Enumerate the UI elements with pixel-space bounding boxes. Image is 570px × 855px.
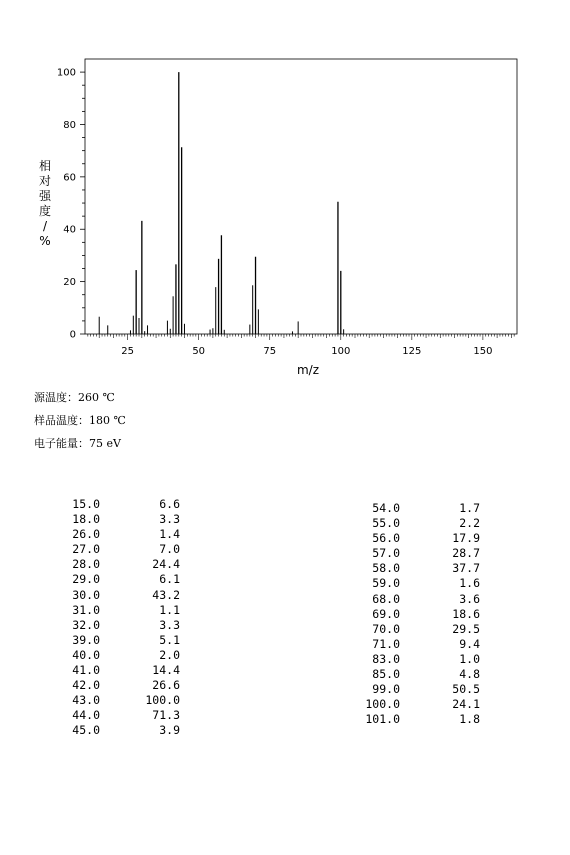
mz-value: 56.0: [372, 531, 400, 546]
mz-value: 68.0: [372, 591, 400, 606]
mz-value: 70.0: [372, 621, 400, 636]
mz-value: 45.0: [72, 723, 100, 738]
abundance-value: 24.4: [152, 557, 180, 572]
x-tick-label: 150: [473, 346, 493, 357]
mz-value: 39.0: [72, 632, 100, 647]
mz-value: 28.0: [72, 557, 100, 572]
mz-value: 85.0: [372, 667, 400, 682]
mz-value: 18.0: [72, 512, 100, 527]
abundance-value: 3.6: [459, 591, 480, 606]
mz-value: 99.0: [372, 682, 400, 697]
abundance-value: 1.4: [159, 527, 180, 542]
table-row: [50, 527, 180, 542]
abundance-value: 18.6: [452, 606, 480, 621]
mz-value: 54.0: [372, 501, 400, 515]
abundance-value: 71.3: [152, 708, 180, 723]
abundance-value: 3.3: [159, 617, 180, 632]
table-row: [350, 652, 480, 667]
table-row: [350, 622, 480, 637]
peak-table-left: [50, 497, 192, 739]
abundance-value: 37.7: [452, 561, 480, 576]
abundance-value: 100.0: [145, 693, 180, 708]
abundance-value: 2.0: [159, 647, 180, 662]
mz-value: 31.0: [72, 602, 100, 617]
mz-value: 40.0: [72, 647, 100, 662]
abundance-value: 50.5: [452, 682, 480, 697]
abundance-value: 6.1: [159, 572, 180, 587]
x-tick-label: 100: [331, 346, 351, 357]
y-tick-label: 60: [63, 172, 76, 184]
mz-value: 27.0: [72, 542, 100, 557]
x-tick-label: 25: [121, 346, 134, 357]
y-tick-label: 20: [63, 277, 76, 289]
abundance-value: 28.7: [452, 546, 480, 561]
table-row: [50, 588, 180, 603]
mz-value: 15.0: [72, 497, 100, 511]
abundance-value: 29.5: [452, 621, 480, 636]
mz-value: 55.0: [372, 516, 400, 531]
abundance-value: 4.8: [459, 667, 480, 682]
mz-value: 71.0: [372, 636, 400, 651]
mz-value: 42.0: [72, 678, 100, 693]
abundance-value: 1.1: [159, 602, 180, 617]
y-tick-label: 0: [69, 329, 76, 341]
abundance-value: 3.9: [159, 723, 180, 738]
table-row: [350, 637, 480, 652]
table-row: [350, 712, 480, 727]
table-row: [350, 682, 480, 697]
x-tick-label: 50: [192, 346, 206, 357]
table-row: [50, 648, 180, 663]
abundance-value: 3.3: [159, 512, 180, 527]
table-row: [50, 572, 180, 587]
mz-value: 69.0: [372, 606, 400, 621]
x-tick-label: 75: [263, 346, 277, 357]
mz-value: 100.0: [365, 697, 400, 712]
table-row: [50, 693, 180, 708]
table-row: [50, 603, 180, 618]
source-temperature: 源温度：260 ℃: [34, 391, 115, 404]
mz-value: 43.0: [72, 693, 100, 708]
mz-value: 29.0: [72, 572, 100, 587]
table-row: [350, 561, 480, 576]
mz-value: 83.0: [372, 651, 400, 666]
table-row: [50, 708, 180, 723]
mz-value: 32.0: [72, 617, 100, 632]
abundance-value: 2.2: [459, 516, 480, 531]
table-row: [50, 678, 180, 693]
y-tick-label: 80: [63, 119, 76, 131]
abundance-value: 24.1: [452, 697, 480, 712]
abundance-value: 1.0: [459, 651, 480, 666]
abundance-value: 9.4: [459, 636, 480, 651]
peak-table-right: [350, 501, 492, 727]
mz-value: 101.0: [365, 712, 400, 727]
mz-value: 30.0: [72, 587, 100, 602]
mz-value: 26.0: [72, 527, 100, 542]
abundance-value: 6.6: [159, 497, 180, 511]
abundance-value: 1.7: [459, 501, 480, 515]
x-tick-label: 125: [402, 346, 422, 357]
y-tick-label: 40: [63, 224, 76, 236]
mz-value: 41.0: [72, 663, 100, 678]
table-row: [50, 618, 180, 633]
table-row: [50, 512, 180, 527]
plot-frame: [85, 59, 517, 334]
table-row: [350, 667, 480, 682]
mz-value: 44.0: [72, 708, 100, 723]
table-row: [50, 663, 180, 678]
chart-svg: [0, 0, 570, 390]
y-tick-label: 100: [56, 67, 76, 79]
abundance-value: 26.6: [152, 678, 180, 693]
table-row: [350, 516, 480, 531]
abundance-value: 1.6: [459, 576, 480, 591]
mass-spectrum-chart: [0, 0, 570, 390]
abundance-value: 14.4: [152, 663, 180, 678]
abundance-value: 7.0: [159, 542, 180, 557]
mz-value: 57.0: [372, 546, 400, 561]
table-row: [350, 546, 480, 561]
table-row: [50, 497, 180, 512]
abundance-value: 17.9: [452, 531, 480, 546]
table-row: [350, 576, 480, 591]
x-axis-label: m/z: [296, 363, 320, 377]
y-axis-label: 相对强度/ %: [38, 159, 52, 248]
table-row: [350, 697, 480, 712]
mz-value: 58.0: [372, 561, 400, 576]
table-row: [350, 501, 480, 516]
sample-temperature: 样品温度：180 ℃: [34, 414, 126, 427]
table-row: [350, 592, 480, 607]
abundance-value: 5.1: [159, 632, 180, 647]
table-row: [350, 531, 480, 546]
table-row: [350, 607, 480, 622]
electron-energy: 电子能量：75 eV: [34, 437, 121, 450]
abundance-value: 1.8: [459, 712, 480, 727]
table-row: [50, 633, 180, 648]
table-row: [50, 557, 180, 572]
table-row: [50, 542, 180, 557]
table-row: [50, 723, 180, 738]
instrument-conditions: [34, 386, 126, 455]
mz-value: 59.0: [372, 576, 400, 591]
abundance-value: 43.2: [152, 587, 180, 602]
